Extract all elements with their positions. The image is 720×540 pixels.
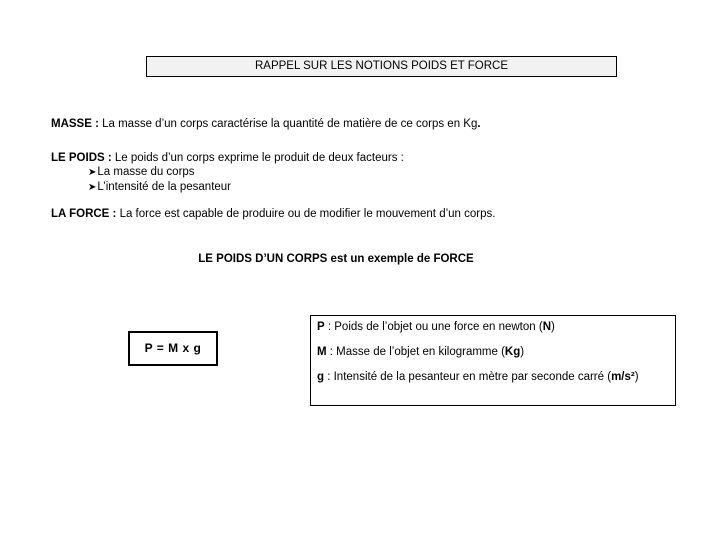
legend-g-text: : Intensité de la pesanteur en mètre par seconde carré (	[324, 371, 612, 383]
masse-definition	[51, 117, 481, 131]
formula-text: P = M x g	[144, 341, 202, 355]
masse-end: .	[477, 118, 481, 130]
legend-p-close: )	[551, 321, 555, 333]
poids-bullet-2: L’intensité de la pesanteur	[97, 181, 232, 193]
legend-line-p	[317, 320, 555, 334]
force-text: La force est capable de produire ou de modifier le mouvement d’un corps.	[116, 208, 496, 220]
list-item	[88, 180, 231, 195]
legend-box	[310, 315, 676, 406]
legend-m-close: )	[520, 346, 525, 358]
poids-definition	[51, 151, 404, 165]
arrow-bullet-icon: ➤	[88, 182, 97, 193]
page-title	[146, 56, 617, 77]
poids-force-statement	[0, 252, 672, 266]
legend-p-symbol: P	[317, 321, 325, 333]
legend-m-text: : Masse de l’objet en kilogramme (	[326, 346, 505, 358]
masse-label: MASSE :	[51, 118, 99, 130]
arrow-bullet-icon: ➤	[88, 167, 97, 178]
list-item	[88, 165, 195, 180]
poids-text: Le poids d’un corps exprime le produit de deux facteurs :	[111, 152, 404, 164]
legend-p-text: : Poids de l’objet ou une force en newton (	[324, 321, 543, 333]
page-title-text: RAPPEL SUR LES NOTIONS POIDS ET FORCE	[254, 60, 509, 72]
force-label: LA FORCE :	[51, 208, 117, 220]
poids-bullet-1: La masse du corps	[97, 166, 195, 178]
masse-text: La masse d’un corps caractérise la quantité de matière de ce corps en Kg	[98, 118, 478, 130]
statement-text: LE POIDS D’UN CORPS est un exemple de FORCE	[198, 253, 474, 265]
legend-g-symbol: g	[317, 371, 325, 383]
force-definition	[51, 207, 495, 221]
formula-box	[128, 331, 218, 366]
legend-p-unit: N	[542, 321, 551, 333]
legend-m-unit: Kg	[504, 346, 521, 358]
legend-m-symbol: M	[317, 346, 327, 358]
poids-label: LE POIDS :	[51, 152, 112, 164]
legend-line-g	[317, 370, 639, 384]
legend-line-m	[317, 345, 524, 359]
legend-g-close: )	[634, 371, 639, 383]
legend-g-unit: m/s²	[611, 371, 635, 383]
